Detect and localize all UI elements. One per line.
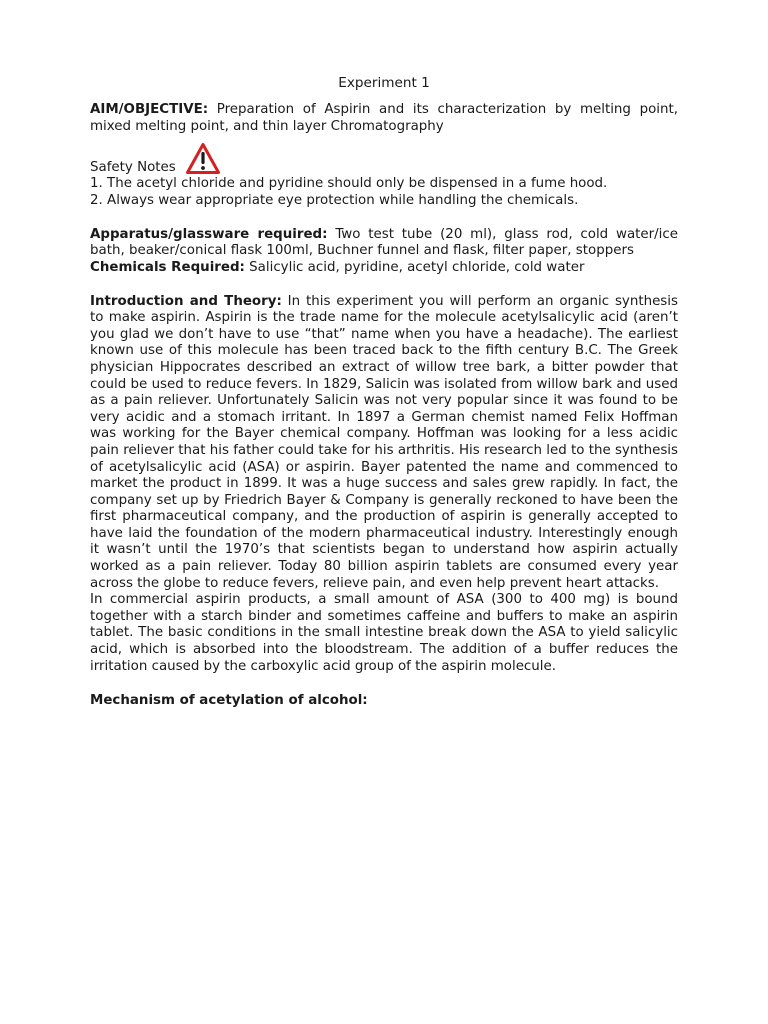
introduction-label: Introduction and Theory: [90, 293, 282, 309]
aim-paragraph [90, 102, 678, 135]
apparatus-paragraph [90, 227, 678, 260]
apparatus-label: Apparatus/glassware required: [90, 226, 328, 242]
mechanism-heading [90, 693, 678, 710]
page-title: Experiment 1 [338, 75, 430, 91]
mechanism-heading-text: Mechanism of acetylation of alcohol: [90, 693, 368, 709]
introduction-text: In this experiment you will perform an organic synthesis to make aspirin. Aspirin is the trade name for the molecule acetylsalicylic acid (aren’t you glad we don’t have to use “that” name when you have a headache). The earliest known use of this molecule has been traced back to the fifth century B.C. The Greek physician Hippocrates described an extract of willow tree bark, a bitter powder that could be used to reduce fevers. In 1829, Salicin was isolated from willow bark and used as a pain reliever. Unfortunately Salicin was not very popular since it was found to be very acidic and a stomach irritant. In 1897 a German chemist named Felix Hoffman was working for the Bayer chemical company. Hoffman was looking for a less acidic pain reliever that his father could take for his arthritis. His research led to the synthesis of acetylsalicylic acid (ASA) or aspirin. Bayer patented the name and commenced to market the product in 1899. It was a huge success and sales grew rapidly. In fact, the company set up by Friedrich Bayer & Company is generally reckoned to have been the first pharmaceutical company, and the production of aspirin is generally accepted to have laid the foundation of the modern pharmaceutical industry. Interestingly enough it wasn’t until the 1970’s that scientists began to understand how aspirin actually worked as a pain reliever. Today 80 billion aspirin tablets are consumed every year across the globe to reduce fevers, relieve pain, and even help prevent heart attacks. [90, 293, 678, 591]
aim-text: Preparation of Aspirin and its characterization by melting point, mixed melting point, and thin layer Chromatography [90, 102, 678, 134]
chemicals-label: Chemicals Required: [90, 259, 245, 275]
safety-note-item: 2. Always wear appropriate eye protection while handling the chemicals. [90, 192, 579, 208]
introduction-paragraph [90, 294, 678, 593]
safety-notes-list [90, 176, 678, 210]
apparatus-text: Two test tube (20 ml), glass rod, cold water/ice bath, beaker/conical flask 100ml, Buchner funnel and flask, filter paper, stoppers [90, 226, 678, 259]
safety-notes-heading: Safety Notes [90, 159, 176, 175]
document-page [90, 73, 678, 710]
commercial-aspirin-paragraph: In commercial aspirin products, a small amount of ASA (300 to 400 mg) is bound together with a starch binder and sometimes caffeine and buffers to make an aspirin tablet. The basic conditions in the small intestine break down the ASA to yield salicylic acid, which is absorbed into the bloodstream. The addition of a buffer reduces the irritation caused by the carboxylic acid group of the aspirin molecule. [90, 592, 678, 674]
aim-label: AIM/OBJECTIVE: [90, 102, 209, 117]
chemicals-text: Salicylic acid, pyridine, acetyl chloride, cold water [244, 259, 585, 275]
chemicals-paragraph [90, 260, 678, 277]
safety-notes-heading-row [90, 144, 678, 176]
safety-note-item: 1. The acetyl chloride and pyridine should only be dispensed in a fume hood. [90, 176, 608, 192]
warning-triangle-icon [186, 143, 220, 174]
